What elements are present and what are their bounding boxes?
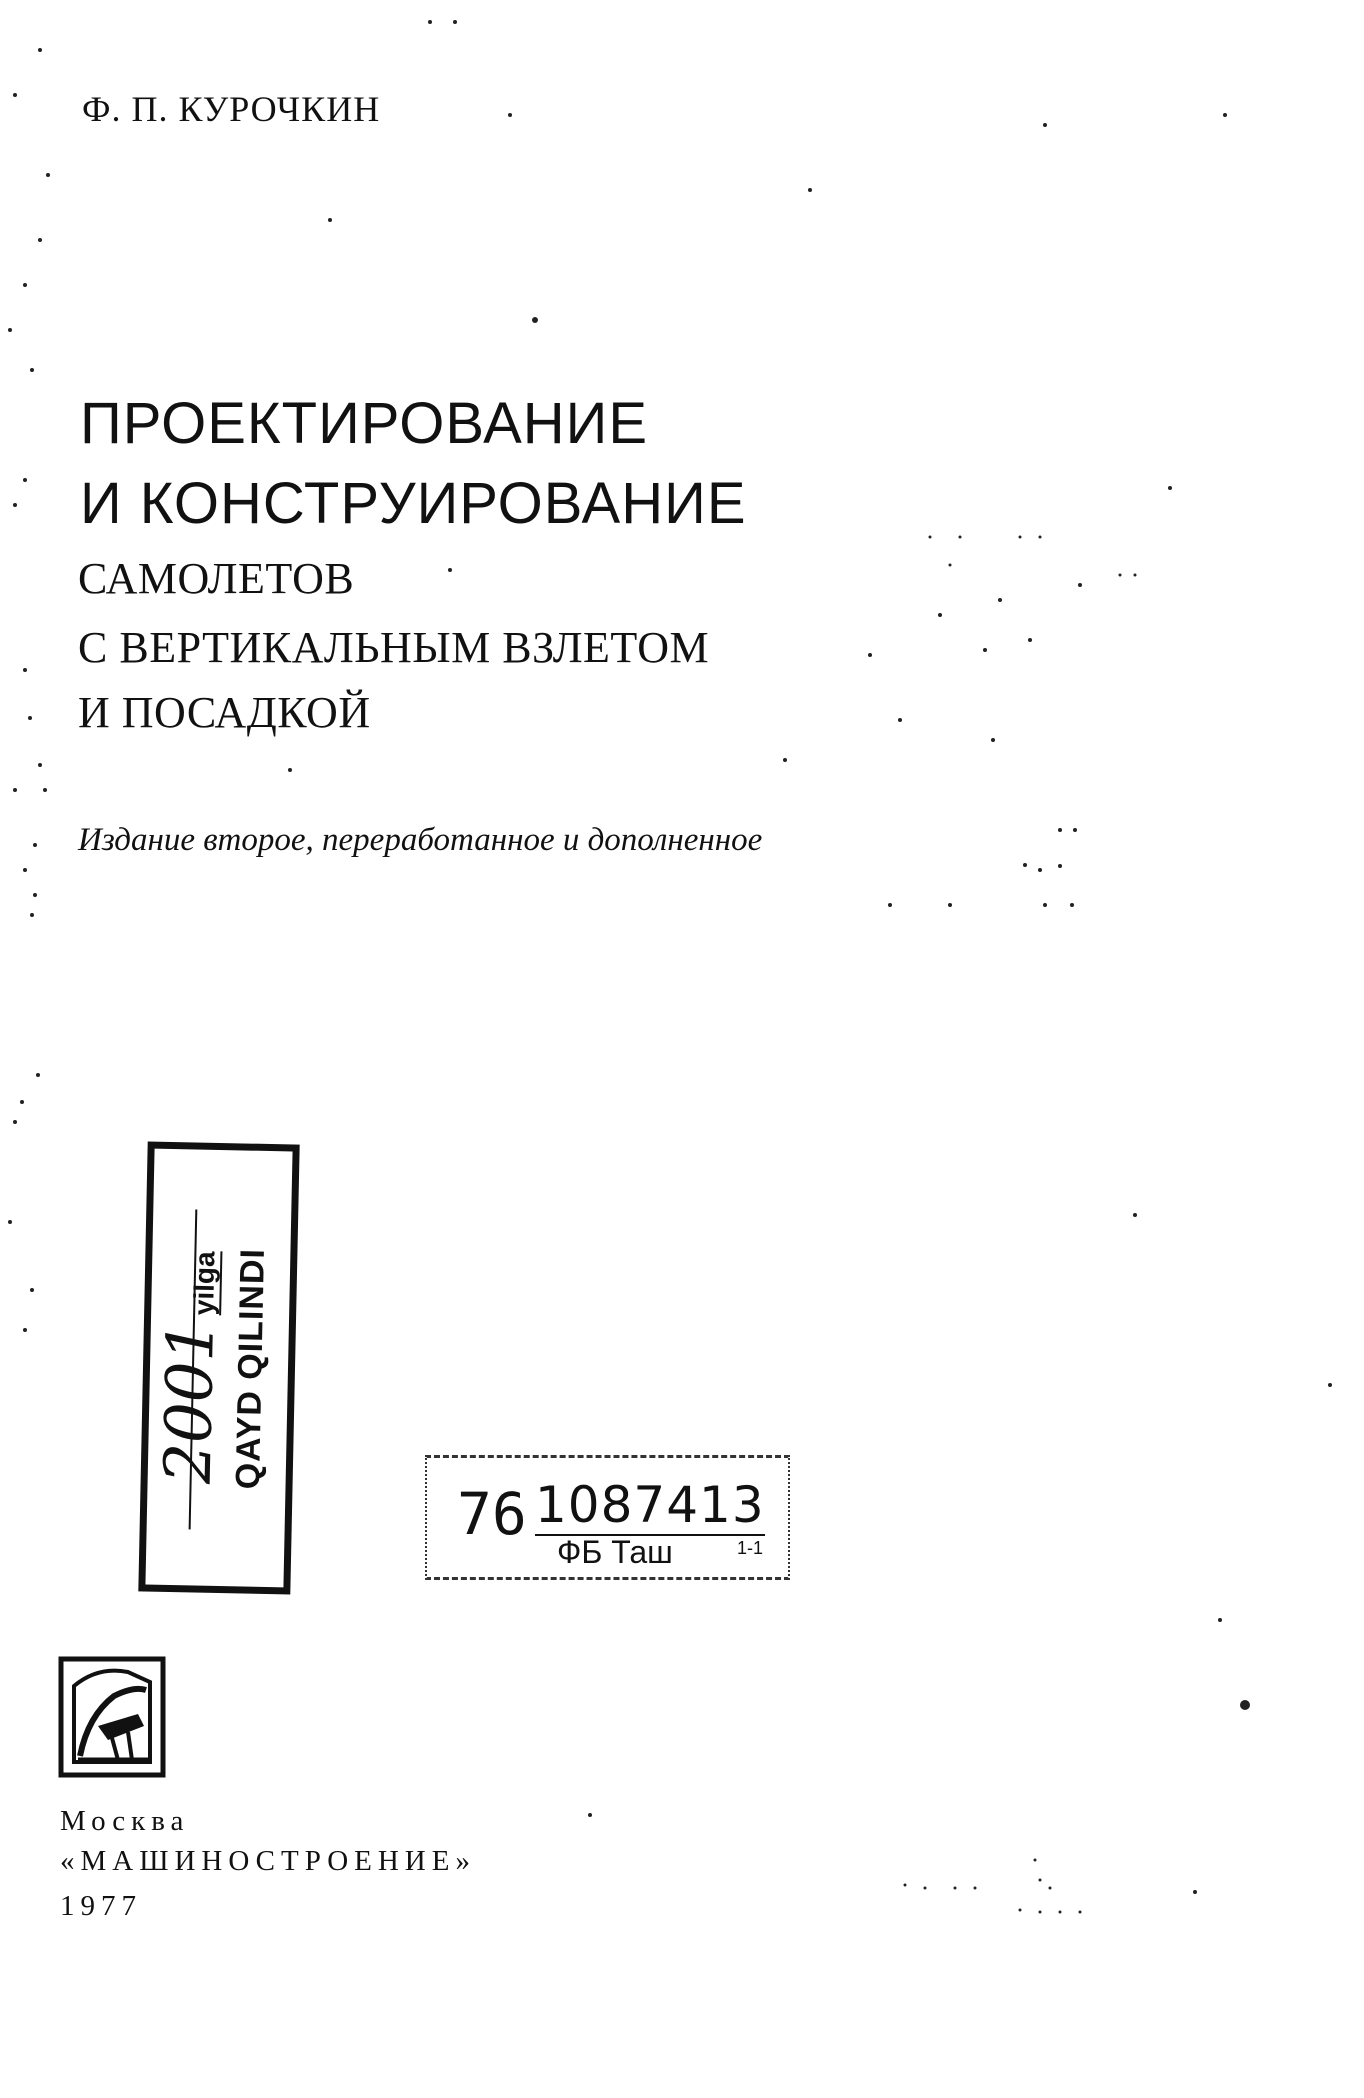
inventory-code: 76 [457, 1480, 527, 1548]
author-name: Ф. П. КУРОЧКИН [82, 89, 381, 129]
imprint-year: 1977 [60, 1890, 142, 1922]
stamp-year-group [152, 1250, 231, 1484]
title-line-4: С ВЕРТИКАЛЬНЫМ ВЗЛЕТОМ [78, 623, 710, 672]
inventory-stamp [425, 1455, 790, 1580]
inventory-number: 1087413 [535, 1476, 765, 1534]
stamp-yilga: yilga [188, 1251, 221, 1316]
publisher-emblem-icon [58, 1656, 166, 1778]
stamp-qayd-qilindi: QAYD QILINDI [228, 1247, 273, 1490]
title-line-3: САМОЛЕТОВ [78, 554, 355, 603]
library-name: ФБ Таш [557, 1534, 673, 1570]
imprint-publisher: «МАШИНОСТРОЕНИЕ» [60, 1845, 476, 1877]
edition-note: Издание второе, переработанное и дополненное [78, 822, 763, 858]
inventory-tail: 1-1 [737, 1538, 764, 1558]
imprint-city: Москва [60, 1805, 190, 1837]
title-line-5: И ПОСАДКОЙ [78, 688, 371, 737]
title-line-1: ПРОЕКТИРОВАНИЕ [80, 391, 649, 456]
stamp-year: 2001 [151, 1320, 229, 1485]
registration-stamp [138, 1141, 299, 1594]
title-line-2: И КОНСТРУИРОВАНИЕ [80, 471, 747, 536]
